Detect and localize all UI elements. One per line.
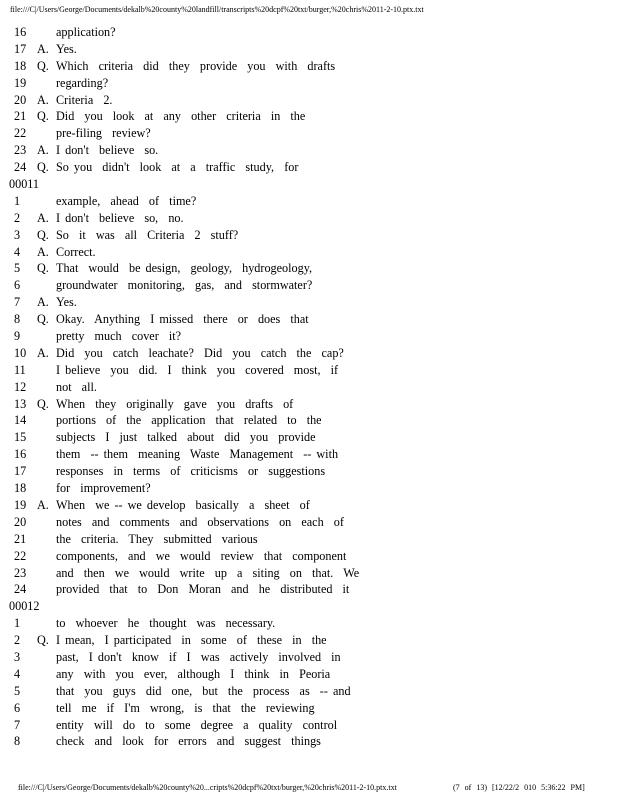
line-text: responses in terms of criticisms or suggestions — [56, 464, 326, 479]
line-text: I don't believe so, no. — [56, 210, 184, 225]
transcript-line — [0, 565, 618, 582]
speaker-label: Q. — [37, 109, 49, 124]
line-number: 7 — [14, 295, 21, 310]
line-number: 24 — [14, 160, 27, 175]
line-text: Which criteria did they provide you with drafts — [56, 58, 336, 73]
line-number: 23 — [14, 143, 27, 158]
line-text: check and look for errors and suggest things — [56, 734, 321, 749]
speaker-label: A. — [37, 41, 49, 56]
transcript-line — [0, 294, 618, 311]
line-text: Okay. Anything I missed there or does that — [56, 312, 309, 327]
line-number: 19 — [14, 75, 27, 90]
transcript-line — [0, 125, 618, 142]
line-number: 5 — [14, 261, 21, 276]
transcript-line — [0, 328, 618, 345]
transcript-line — [0, 210, 618, 227]
speaker-label: Q. — [37, 312, 49, 327]
transcript-line — [0, 700, 618, 717]
line-text: I don't believe so. — [56, 143, 159, 158]
line-text: that you guys did one, but the process as -- and — [56, 683, 351, 698]
transcript-line — [0, 345, 618, 362]
line-number: 22 — [14, 548, 27, 563]
line-text: I believe you did. I think you covered most, if — [56, 362, 339, 377]
line-text: and then we would write up a siting on that. We — [56, 565, 360, 580]
line-text: tell me if I'm wrong, is that the reviewing — [56, 700, 315, 715]
transcript-line — [0, 108, 618, 125]
line-text: Yes. — [56, 41, 77, 56]
speaker-label: A. — [37, 345, 49, 360]
line-number: 19 — [14, 497, 27, 512]
transcript-line — [0, 277, 618, 294]
line-text: When they originally gave you drafts of — [56, 396, 294, 411]
transcript-line — [0, 666, 618, 683]
speaker-label: A. — [37, 210, 49, 225]
transcript-line — [0, 41, 618, 58]
line-text: pre-filing review? — [56, 126, 151, 141]
line-text: That would be design, geology, hydrogeology, — [56, 261, 313, 276]
line-number: 8 — [14, 734, 21, 749]
transcript-line — [0, 531, 618, 548]
line-text: them -- them meaning Waste Management -- with — [56, 447, 339, 462]
line-number: 17 — [14, 41, 27, 56]
line-text: for improvement? — [56, 481, 151, 496]
transcript-line — [0, 649, 618, 666]
speaker-label: Q. — [37, 633, 49, 648]
line-number: 20 — [14, 514, 27, 529]
line-number: 18 — [14, 481, 27, 496]
line-number: 4 — [14, 666, 21, 681]
line-text: So it was all Criteria 2 stuff? — [56, 227, 239, 242]
transcript-line — [0, 379, 618, 396]
line-text: components, and we would review that component — [56, 548, 347, 563]
speaker-label: Q. — [37, 58, 49, 73]
transcript-line — [0, 463, 618, 480]
transcript-line — [0, 429, 618, 446]
line-number: 9 — [14, 329, 21, 344]
speaker-label: A. — [37, 244, 49, 259]
transcript-line — [0, 615, 618, 632]
page-number: 00012 — [9, 599, 40, 614]
transcript-line — [0, 632, 618, 649]
line-text: groundwater monitoring, gas, and stormwater? — [56, 278, 313, 293]
transcript-line — [0, 446, 618, 463]
line-number: 2 — [14, 633, 21, 648]
line-text: entity will do to some degree a quality control — [56, 717, 338, 732]
line-number: 3 — [14, 227, 21, 242]
line-text: the criteria. They submitted various — [56, 531, 258, 546]
line-text: not all. — [56, 379, 97, 394]
line-text: Did you look at any other criteria in the — [56, 109, 306, 124]
transcript-line — [0, 24, 618, 41]
transcript-body — [0, 24, 618, 750]
transcript-line — [0, 159, 618, 176]
line-number: 16 — [14, 447, 27, 462]
line-number: 22 — [14, 126, 27, 141]
transcript-line — [0, 193, 618, 210]
line-text: notes and comments and observations on each of — [56, 514, 344, 529]
line-text: regarding? — [56, 75, 109, 90]
page-number: 00011 — [9, 177, 40, 192]
line-text: Yes. — [56, 295, 77, 310]
line-number: 10 — [14, 345, 27, 360]
line-number: 23 — [14, 565, 27, 580]
line-number: 24 — [14, 582, 27, 597]
speaker-label: Q. — [37, 396, 49, 411]
transcript-line — [0, 733, 618, 750]
line-text: example, ahead of time? — [56, 193, 197, 208]
line-text: Did you catch leachate? Did you catch the cap? — [56, 345, 344, 360]
line-number: 18 — [14, 58, 27, 73]
line-number: 5 — [14, 683, 21, 698]
line-text: Correct. — [56, 244, 96, 259]
transcript-line — [0, 683, 618, 700]
transcript-line — [0, 514, 618, 531]
transcript-line — [0, 362, 618, 379]
line-text: past, I don't know if I was actively involved in — [56, 649, 341, 664]
speaker-label: A. — [37, 143, 49, 158]
line-text: pretty much cover it? — [56, 329, 182, 344]
line-number: 6 — [14, 278, 21, 293]
line-number: 20 — [14, 92, 27, 107]
line-number: 2 — [14, 210, 21, 225]
transcript-line — [0, 58, 618, 75]
line-number: 21 — [14, 531, 27, 546]
transcript-line — [0, 412, 618, 429]
transcript-line — [0, 548, 618, 565]
line-number: 16 — [14, 25, 27, 39]
line-number: 14 — [14, 413, 27, 428]
line-number: 3 — [14, 649, 21, 664]
transcript-line — [0, 227, 618, 244]
line-number: 17 — [14, 464, 27, 479]
page-marker — [0, 598, 618, 615]
file-path-header: file:///C|/Users/George/Documents/dekalb%20county%20landfill/transcripts%20dcpf%20txt/burger,%20chris%2011-2-10.ptx.txt — [10, 5, 424, 14]
transcript-line — [0, 581, 618, 598]
line-text: Criteria 2. — [56, 92, 113, 107]
transcript-line — [0, 717, 618, 734]
speaker-label: A. — [37, 92, 49, 107]
transcript-line — [0, 92, 618, 109]
line-number: 13 — [14, 396, 27, 411]
line-text: any with you ever, although I think in Peoria — [56, 666, 331, 681]
speaker-label: A. — [37, 295, 49, 310]
line-text: I mean, I participated in some of these in the — [56, 633, 327, 648]
transcript-line — [0, 480, 618, 497]
line-number: 4 — [14, 244, 21, 259]
file-path-footer: file:///C|/Users/George/Documents/dekalb%20county%20...cripts%20dcpf%20txt/burger,%20chris%2011-2-10.ptx.txt — [18, 783, 397, 792]
transcript-line — [0, 260, 618, 277]
transcript-line — [0, 311, 618, 328]
transcript-line — [0, 396, 618, 413]
page-marker — [0, 176, 618, 193]
line-number: 6 — [14, 700, 21, 715]
line-text: application? — [56, 25, 116, 39]
transcript-line — [0, 497, 618, 514]
line-number: 15 — [14, 430, 27, 445]
speaker-label: A. — [37, 497, 49, 512]
line-text: So you didn't look at a traffic study, for — [56, 160, 299, 175]
line-number: 12 — [14, 379, 27, 394]
line-number: 1 — [14, 193, 21, 208]
page-info-footer: (7 of 13) [12/22/2 010 5:36:22 PM] — [453, 783, 585, 792]
transcript-line — [0, 244, 618, 261]
line-text: portions of the application that related to the — [56, 413, 322, 428]
line-number: 7 — [14, 717, 21, 732]
line-number: 11 — [14, 362, 26, 377]
line-number: 1 — [14, 616, 21, 631]
line-text: subjects I just talked about did you provide — [56, 430, 316, 445]
transcript-line — [0, 75, 618, 92]
speaker-label: Q. — [37, 227, 49, 242]
speaker-label: Q. — [37, 160, 49, 175]
line-number: 8 — [14, 312, 21, 327]
transcript-line — [0, 142, 618, 159]
line-number: 21 — [14, 109, 27, 124]
line-text: When we -- we develop basically a sheet of — [56, 497, 310, 512]
speaker-label: Q. — [37, 261, 49, 276]
line-text: provided that to Don Moran and he distributed it — [56, 582, 350, 597]
line-text: to whoever he thought was necessary. — [56, 616, 276, 631]
